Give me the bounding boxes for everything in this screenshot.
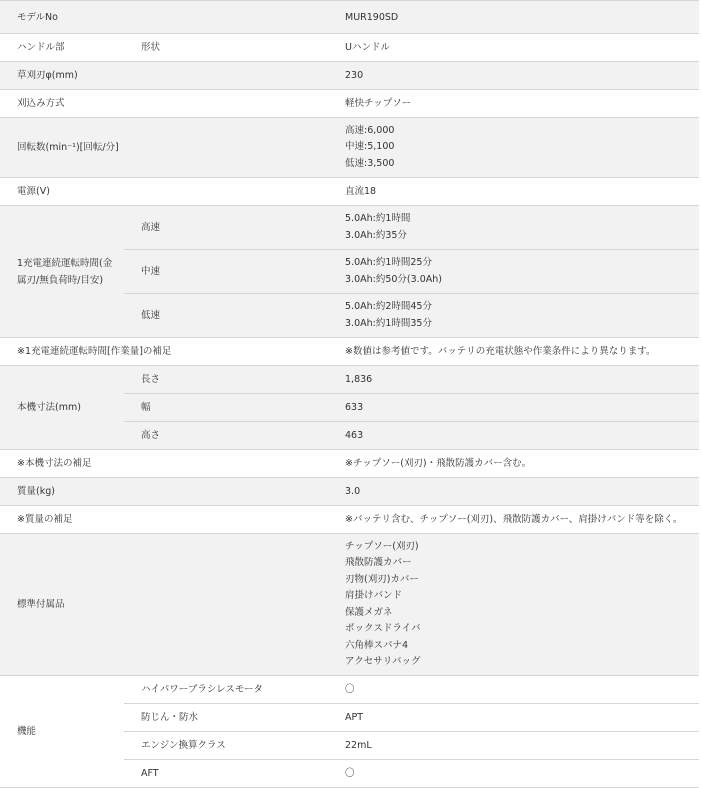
accessory-item: 六角棒スパナ4 bbox=[345, 639, 409, 651]
sub-feature-motor: ハイパワーブラシレスモータ bbox=[124, 676, 328, 704]
row-runtime-high bbox=[0, 206, 699, 250]
runtime-mid-5ah: 5.0Ah:約1時間25分 bbox=[345, 257, 432, 268]
value-feature-aft: 〇 bbox=[328, 760, 699, 788]
value-runtime-mid bbox=[328, 250, 699, 294]
sub-feature-dustproof: 防じん・防水 bbox=[124, 704, 328, 732]
row-dim-length bbox=[0, 366, 699, 394]
sub-dim-height: 高さ bbox=[124, 422, 328, 450]
value-handle: Uハンドル bbox=[328, 34, 699, 62]
sub-handle-shape: 形状 bbox=[124, 34, 328, 62]
value-mass-note: ※バッテリ含む、チップソー(刈刃)、飛散防護カバー、肩掛けバンド等を除く。 bbox=[328, 506, 699, 534]
accessory-item: 保護メガネ bbox=[345, 606, 393, 618]
sub-feature-engine: エンジン換算クラス bbox=[124, 732, 328, 760]
value-runtime-low bbox=[328, 294, 699, 338]
value-model: MUR190SD bbox=[328, 1, 699, 34]
label-mass: 質量(kg) bbox=[0, 478, 328, 506]
sub-runtime-high: 高速 bbox=[124, 206, 328, 250]
row-cutting bbox=[0, 90, 699, 118]
runtime-low-3ah: 3.0Ah:約1時間35分 bbox=[345, 317, 432, 329]
accessory-item: ボックスドライバ bbox=[345, 623, 421, 634]
value-runtime-high bbox=[328, 206, 699, 250]
row-power bbox=[0, 178, 699, 206]
label-model: モデルNo bbox=[0, 1, 328, 34]
accessory-item: 刃物(刈刃)カバー bbox=[345, 573, 419, 585]
sub-runtime-low: 低速 bbox=[124, 294, 328, 338]
row-rpm bbox=[0, 118, 699, 178]
value-rpm bbox=[328, 118, 699, 178]
value-blade: 230 bbox=[328, 62, 699, 90]
accessory-item: アクセサリバッグ bbox=[345, 656, 421, 667]
label-runtime bbox=[0, 206, 124, 338]
row-accessories bbox=[0, 534, 699, 676]
label-blade: 草刈刃φ(mm) bbox=[0, 62, 328, 90]
sub-dim-width: 幅 bbox=[124, 394, 328, 422]
value-dim-length: 1,836 bbox=[328, 366, 699, 394]
accessory-item: 飛散防護カバー bbox=[345, 557, 412, 568]
value-dim-width: 633 bbox=[328, 394, 699, 422]
rpm-low: 低速:3,500 bbox=[345, 157, 395, 169]
label-cutting: 刈込み方式 bbox=[0, 90, 328, 118]
row-mass bbox=[0, 478, 699, 506]
runtime-low-5ah: 5.0Ah:約2時間45分 bbox=[345, 301, 432, 312]
label-runtime-line2: 属刃/無負荷時/目安) bbox=[17, 274, 104, 286]
value-feature-motor: 〇 bbox=[328, 676, 699, 704]
runtime-high-3ah: 3.0Ah:約35分 bbox=[345, 229, 407, 241]
label-dimensions: 本機寸法(mm) bbox=[0, 366, 124, 450]
value-mass: 3.0 bbox=[328, 478, 699, 506]
runtime-high-5ah: 5.0Ah:約1時間 bbox=[345, 213, 411, 224]
value-dim-height: 463 bbox=[328, 422, 699, 450]
sub-dim-length: 長さ bbox=[124, 366, 328, 394]
sub-runtime-mid: 中速 bbox=[124, 250, 328, 294]
label-runtime-note: ※1充電連続運転時間[作業量]の補足 bbox=[0, 338, 328, 366]
label-handle: ハンドル部 bbox=[0, 34, 124, 62]
value-dimensions-note: ※チップソー(刈刃)・飛散防護カバー含む。 bbox=[328, 450, 699, 478]
label-features: 機能 bbox=[0, 676, 124, 788]
row-blade bbox=[0, 62, 699, 90]
row-dimensions-note bbox=[0, 450, 699, 478]
label-mass-note: ※質量の補足 bbox=[0, 506, 328, 534]
value-feature-dustproof: APT bbox=[328, 704, 699, 732]
runtime-mid-3ah: 3.0Ah:約50分(3.0Ah) bbox=[345, 273, 442, 285]
value-power: 直流18 bbox=[328, 178, 699, 206]
row-runtime-note bbox=[0, 338, 699, 366]
value-feature-engine: 22mL bbox=[328, 732, 699, 760]
accessory-item: チップソー(刈刃) bbox=[345, 540, 419, 552]
label-rpm: 回転数(min⁻¹)[回転/分] bbox=[0, 118, 328, 178]
row-model bbox=[0, 1, 699, 34]
accessory-item: 肩掛けバンド bbox=[345, 590, 403, 601]
label-runtime-line1: 1充電連続運転時間(金 bbox=[17, 257, 113, 269]
label-dimensions-note: ※本機寸法の補足 bbox=[0, 450, 328, 478]
rpm-high: 高速:6,000 bbox=[345, 124, 395, 136]
value-accessories bbox=[328, 534, 699, 676]
row-mass-note bbox=[0, 506, 699, 534]
sub-feature-aft: AFT bbox=[124, 760, 328, 788]
value-cutting: 軽快チップソー bbox=[328, 90, 699, 118]
label-power: 電源(V) bbox=[0, 178, 328, 206]
label-accessories: 標準付属品 bbox=[0, 534, 328, 676]
rpm-mid: 中速:5,100 bbox=[345, 141, 395, 153]
row-feature-motor bbox=[0, 676, 699, 704]
value-runtime-note: ※数値は参考値です。バッテリの充電状態や作業条件により異なります。 bbox=[328, 338, 699, 366]
row-handle bbox=[0, 34, 699, 62]
